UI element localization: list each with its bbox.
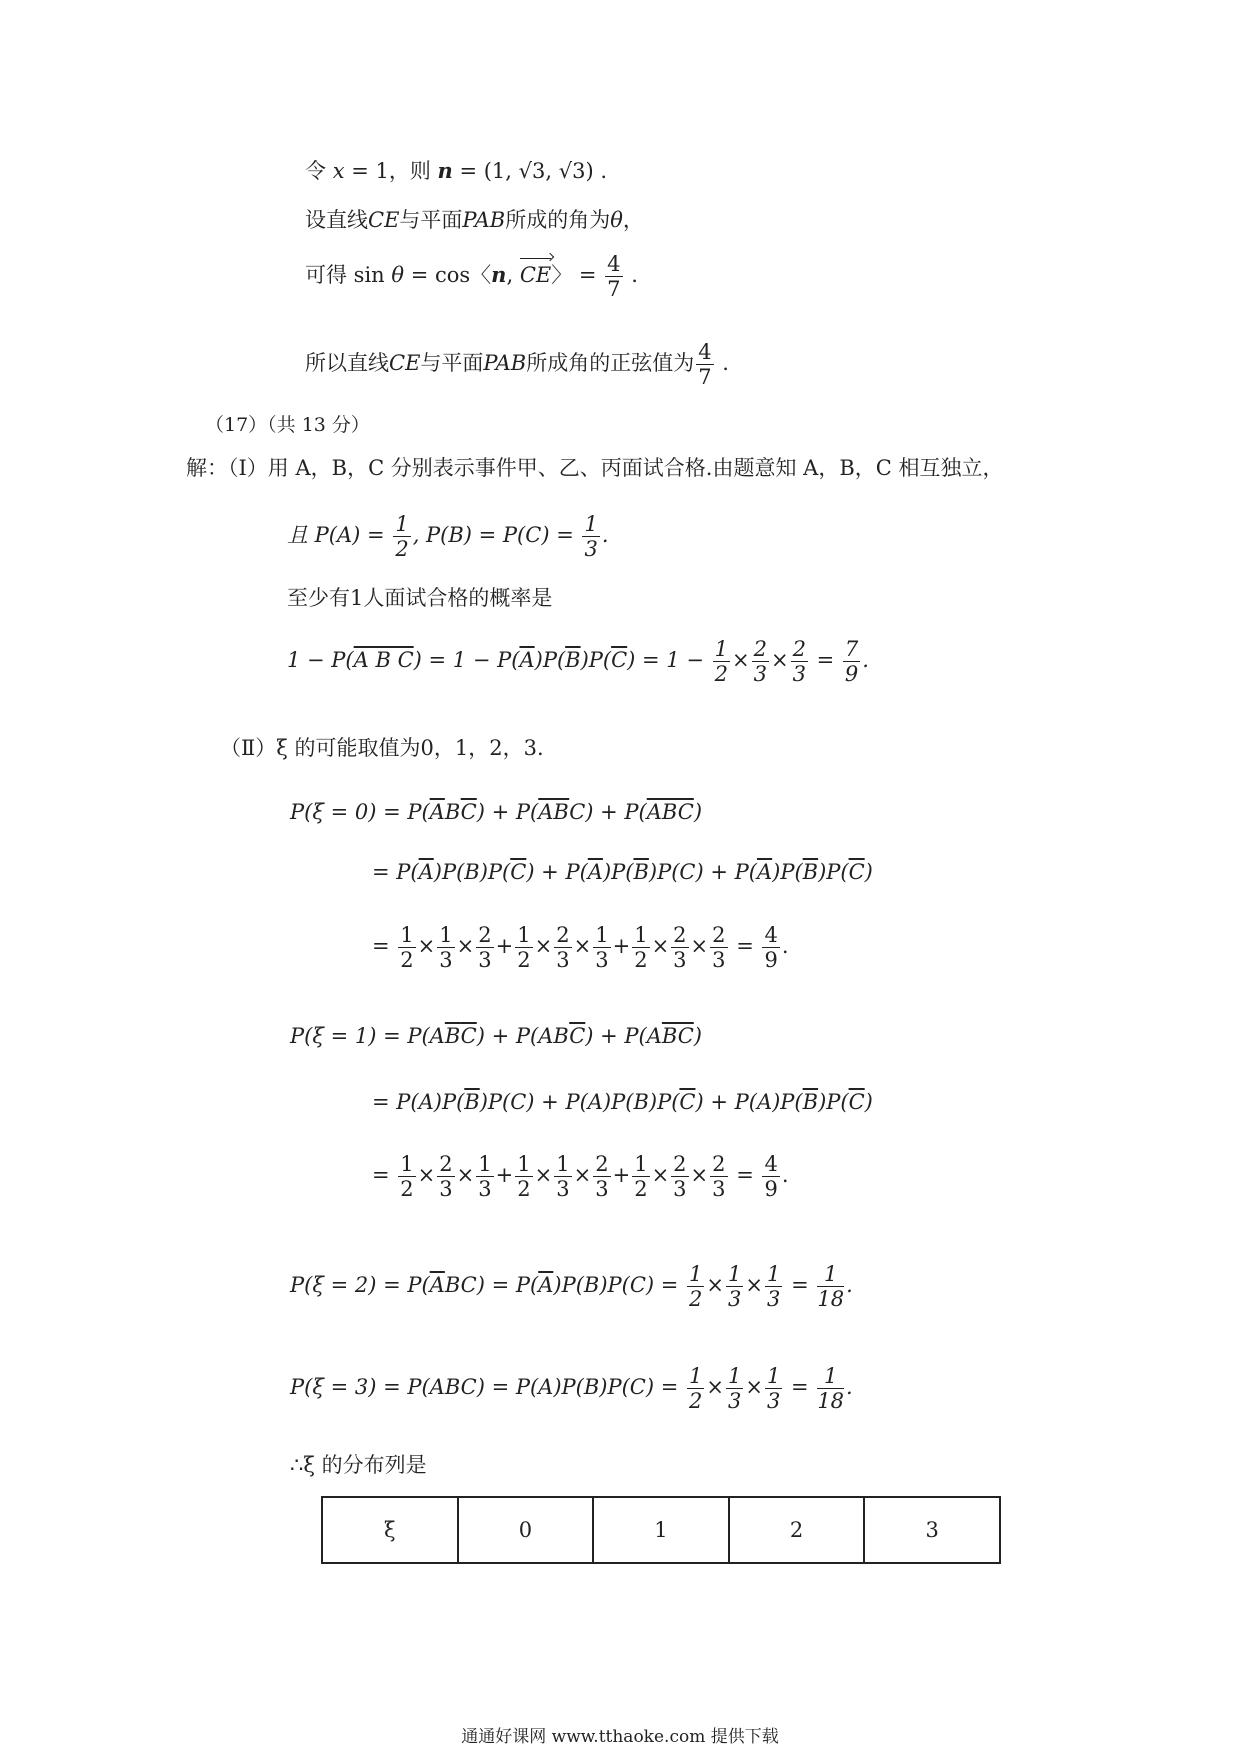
p-xi-3: P(ξ = 3) = P(ABC) = P(A)P(B)P(C) = $\frac{1}{2}$ × $\frac{1}{3}$ × $\frac{1}{3}$ = $\frac{1}{18}$ . bbox=[290, 1364, 853, 1413]
vector-ce: CE bbox=[520, 260, 551, 290]
table-cell: 1 bbox=[593, 1497, 729, 1563]
fraction-4-7-b: $\frac{4}{7}$ bbox=[698, 340, 712, 389]
p-xi-1-line1: $P(\xi = 1) = P(A\overline{B}\overline{C}) + P(AB\overline{C}) + P(A\overline{BC})$ bbox=[290, 1024, 702, 1048]
line-complement: 1 − P(A B $C) = 1 - P(\overline{A})P(\overline{B})P(\overline{C}) = 1$ − $\frac{1}{2}$ × $\frac{2}{3}$ × $\frac{2}{3}$ = $\frac{7}{9}$ . bbox=[287, 637, 869, 686]
fraction-4-7: $\frac{4}{7}$ bbox=[607, 252, 621, 301]
footer-source: 通通好课网 www.tthaoke.com 提供下载 bbox=[461, 1727, 779, 1747]
solution-part1: 解：（Ⅰ）用 A，B，C 分别表示事件甲、乙、丙面试合格.由题意知 A，B，C 相互独立， bbox=[186, 456, 1004, 480]
p-xi-1-line3: = $\frac{1}{2}$ × $\frac{2}{3}$ × $\frac{1}{3}$ + $\frac{1}{2}$ × $\frac{1}{3}$ × $\frac{2}{3}$ + $\frac{1}{2}$ × $\frac{2}{3}$ × $\frac{2}{3}$ = $\frac{4}{9}$ . bbox=[372, 1152, 789, 1201]
line-sin-theta: 可得 sin θ = cos〈n, CE〉 = $\frac{4}{7}$ . bbox=[305, 252, 638, 301]
line-angle-def: 设直线CE与平面PAB所成的角为θ， bbox=[305, 208, 644, 232]
p-xi-0-line3: = $\frac{1}{2}$ × $\frac{1}{3}$ × $\frac{2}{3}$ + $\frac{1}{2}$ × $\frac{2}{3}$ × $\frac{1}{3}$ + $\frac{1}{2}$ × $\frac{2}{3}$ × $\frac{2}{3}$ = $\frac{4}{9}$ . bbox=[372, 923, 789, 972]
distribution-label: ∴ξ 的分布列是 bbox=[290, 1453, 427, 1477]
table-cell: 2 bbox=[729, 1497, 865, 1563]
p-xi-2: $P(\xi = 2) = P(\overline{A}BC) = P(\overline{A})P(B)P(C)$ = $\frac{1}{2}$ × $\frac{1}{3}$ × $\frac{1}{3}$ = $\frac{1}{18}$ . bbox=[290, 1262, 853, 1311]
p-xi-0-line2: = $P(\overline{A})P(B)P(\overline{C}) + P(\overline{A})P(\overline{B})P(C) + P(\overline{A})P(\overline{B})P(\overline{C})$ bbox=[372, 860, 873, 884]
sqrt3-a: √3 bbox=[518, 159, 546, 183]
p-xi-0-line1: $P(\xi = 0) = P(\overline{A}B\overline{C}) + P(\overline{AB}C) + P(\overline{ABC})$ bbox=[290, 800, 703, 824]
line-at-least-one: 至少有1人面试合格的概率是 bbox=[287, 586, 553, 610]
line-n-vector: 令 x = 1，则 n = (1, √3, √3) . bbox=[305, 158, 608, 183]
solution-part2: （Ⅱ）ξ 的可能取值为0，1，2，3. bbox=[220, 736, 544, 760]
sqrt3-b: √3 bbox=[558, 159, 586, 183]
p-xi-1-line2: = $P(A)P(\overline{B})P(C) + P(A)P(B)P(\overline{C}) + P(A)P(\overline{B})P(\overline{C})$ bbox=[372, 1090, 873, 1114]
line-conclusion: 所以直线CE与平面PAB所成角的正弦值为 $\frac{4}{7}$ . bbox=[305, 340, 729, 389]
question-17-header: （17）（共 13 分） bbox=[205, 414, 370, 436]
table-cell: 3 bbox=[864, 1497, 1000, 1563]
distribution-table bbox=[321, 1496, 1001, 1564]
table-row bbox=[322, 1497, 1000, 1563]
line-probabilities: 且 P(A) = $\frac{1}{2}$ , P(B) = P(C) = $\frac{1}{3}$ . bbox=[287, 512, 609, 561]
table-cell: ξ bbox=[322, 1497, 458, 1563]
table-cell: 0 bbox=[458, 1497, 594, 1563]
